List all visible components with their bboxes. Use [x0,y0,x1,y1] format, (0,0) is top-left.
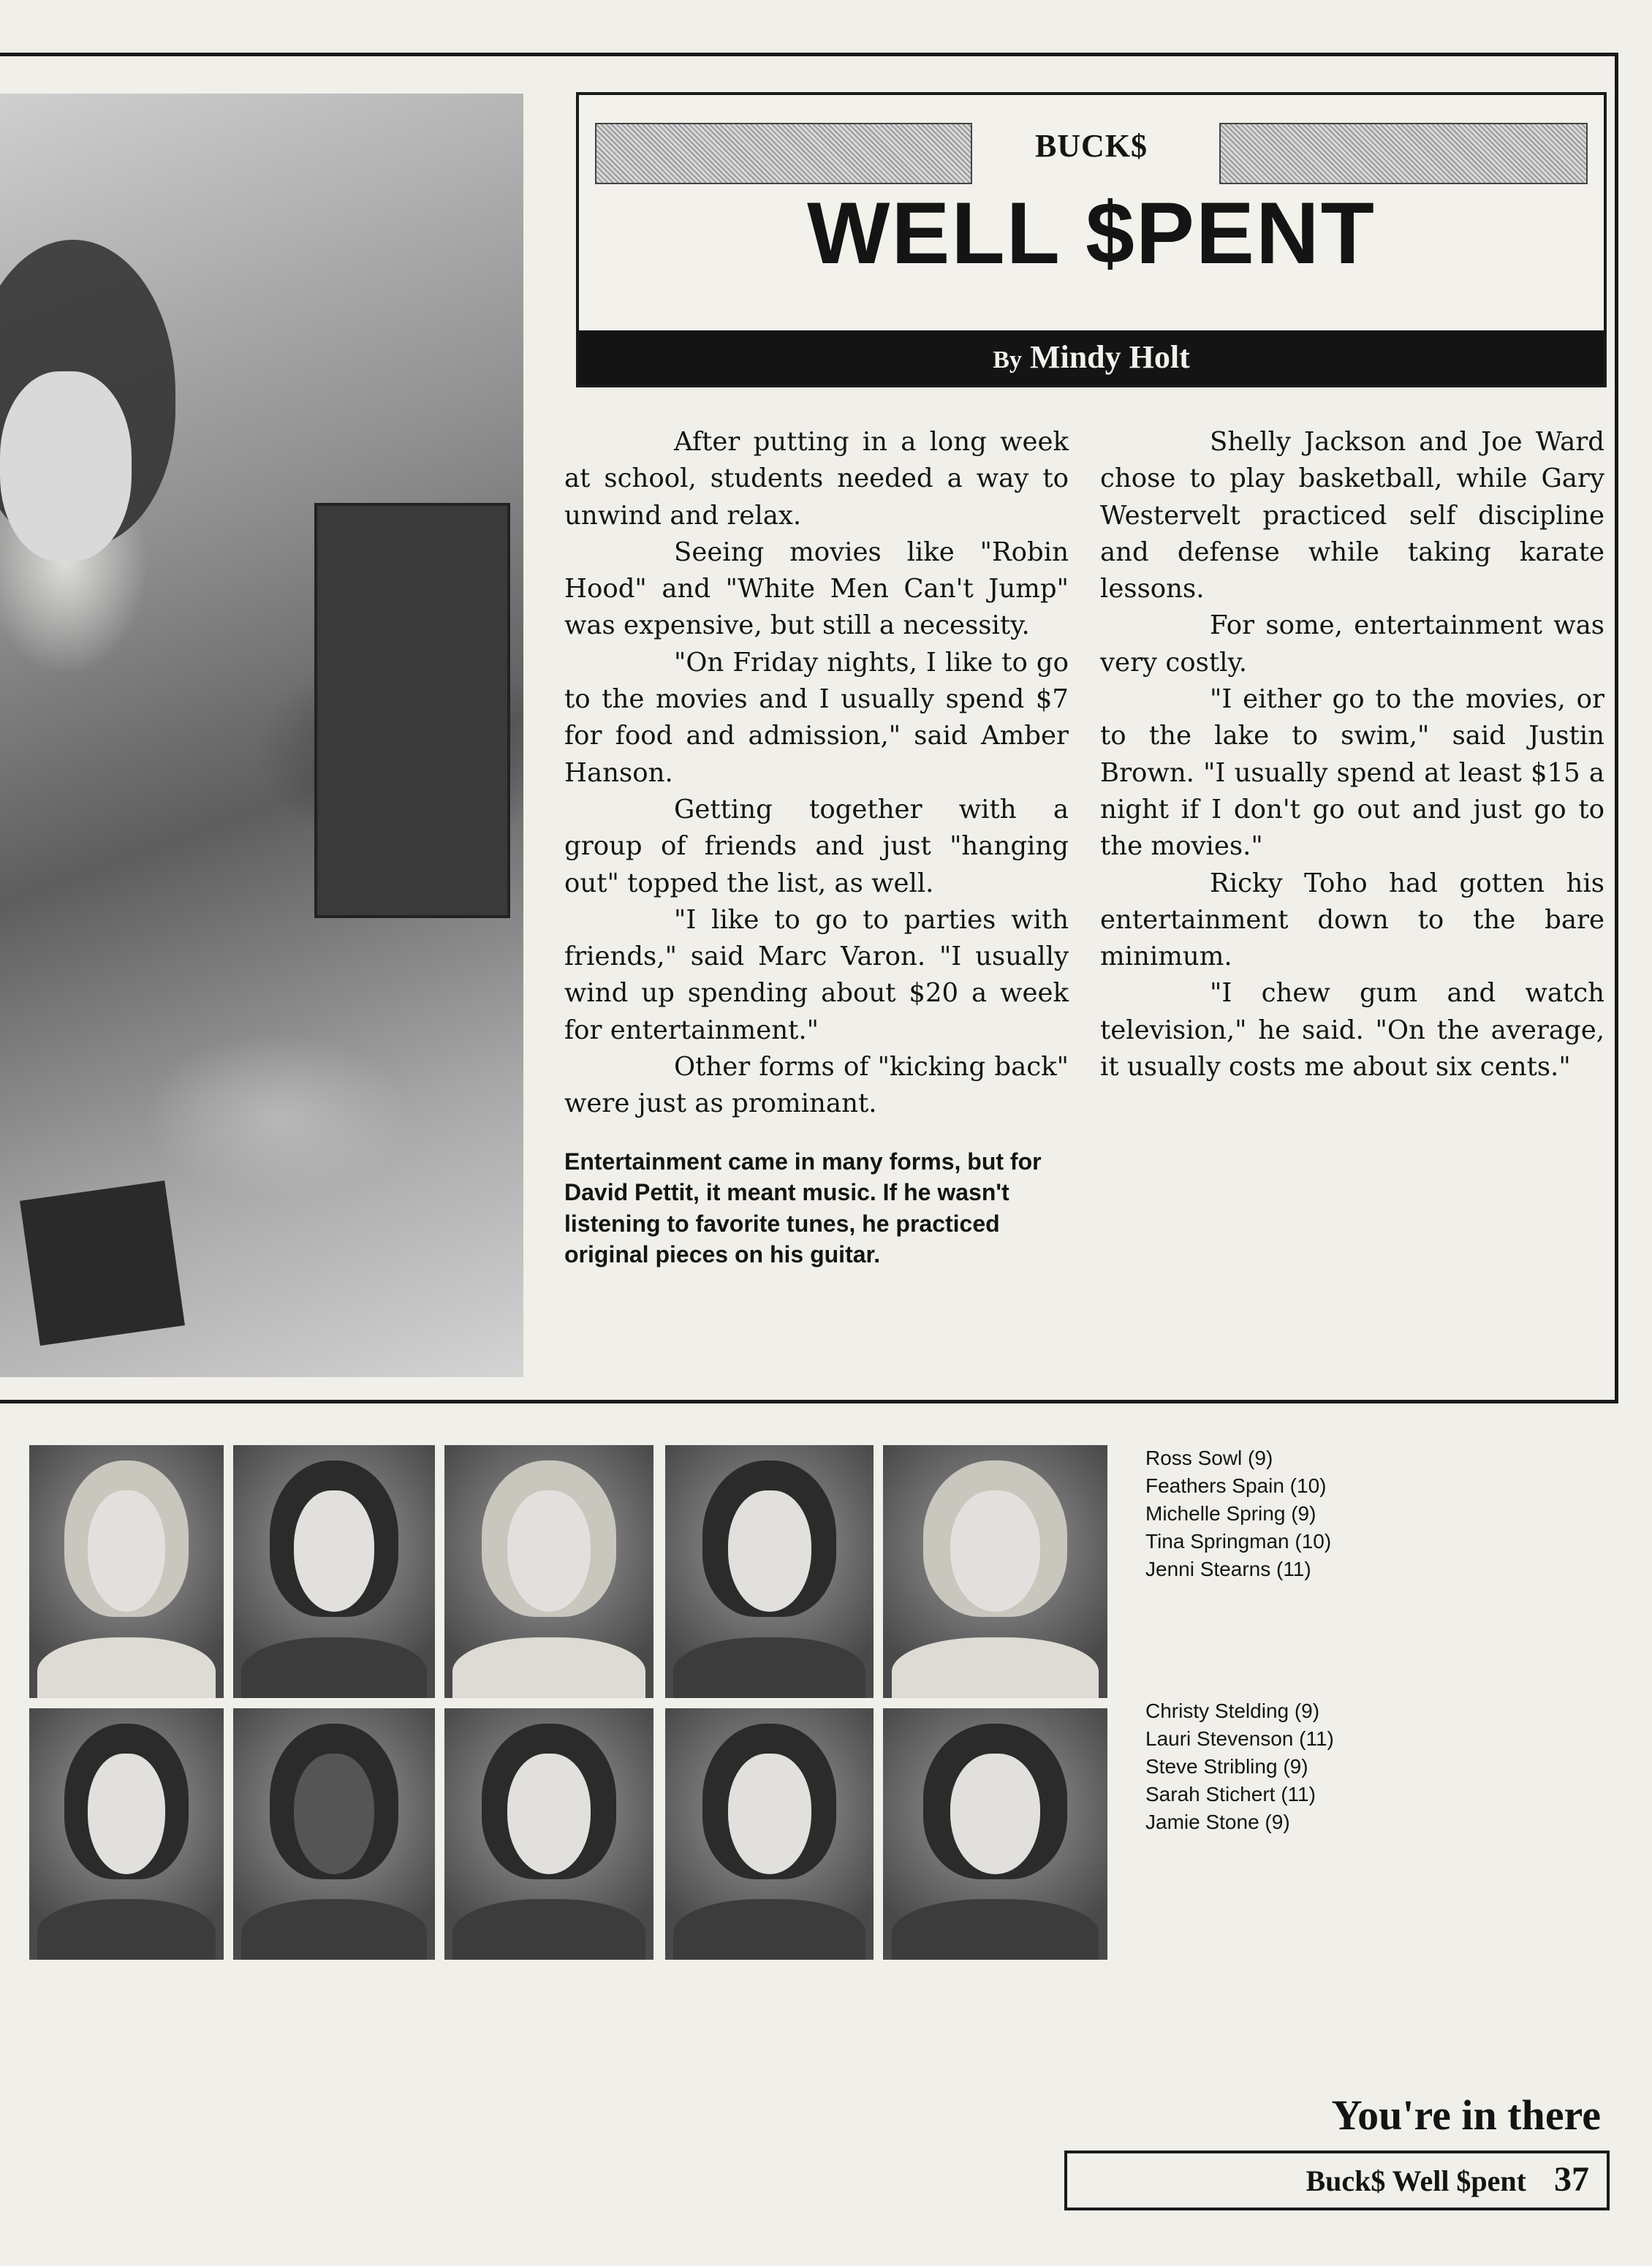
name-entry: Lauri Stevenson (11) [1145,1727,1334,1750]
name-entry: Ross Sowl (9) [1145,1447,1273,1469]
portrait-michelle-spring [444,1445,653,1698]
paragraph: "I like to go to parties with friends," said Marc Varon. "I usually wind up spending about $20 a week for entertainment." [564,904,1069,1045]
name-entry: Jamie Stone (9) [1145,1811,1290,1833]
headline: WELL $PENT [807,184,1376,282]
portrait-names-row-1 [1145,1444,1452,1583]
paragraph: After putting in a long week at school, students needed a way to unwind and relax. [564,427,1069,531]
name-entry: Steve Stribling (9) [1145,1755,1308,1778]
portrait-sarah-stichert [665,1708,874,1960]
name-entry: Feathers Spain (10) [1145,1474,1327,1497]
kicker: BUCK$ [1034,128,1148,164]
name-entry: Christy Stelding (9) [1145,1700,1320,1722]
portrait-names-row-2 [1145,1697,1452,1836]
portrait-lauri-stevenson [233,1708,435,1960]
byline [579,330,1604,384]
paragraph: Seeing movies like "Robin Hood" and "White Men Can't Jump" was expensive, but still a necessity. [564,537,1069,641]
paragraph: Shelly Jackson and Joe Ward chose to play basketball, while Gary Westervelt practiced self discipline and defense while taking karate lessons. [1100,427,1604,605]
portrait-jamie-stone [883,1708,1107,1960]
footer-section-title: Buck$ Well $pent [1306,2164,1526,2197]
portrait-jenni-stearns [883,1445,1107,1698]
name-entry: Michelle Spring (9) [1145,1502,1316,1525]
bleed-through-text [15,1974,409,2010]
footer-tagline: You're in there [1331,2091,1601,2139]
name-entry: Tina Springman (10) [1145,1530,1332,1553]
name-entry: Sarah Stichert (11) [1145,1783,1316,1805]
name-entry: Jenni Stearns (11) [1145,1558,1311,1580]
page-footer [1064,2151,1610,2210]
title-box [576,92,1607,387]
byline-prefix: By [993,346,1022,374]
paragraph: Getting together with a group of friends and just "hanging out" topped the list, as well. [564,794,1069,898]
paragraph: For some, entertainment was very costly. [1100,610,1604,678]
paragraph: Other forms of "kicking back" were just as prominant. [564,1052,1069,1119]
photo-caption: Entertainment came in many forms, but for David Pettit, it meant music. If he wasn't listening to favorite tunes, he practiced original pieces on his guitar. [564,1148,1042,1267]
paragraph: "On Friday nights, I like to go to the movies and I usually spend $7 for food and admission," said Amber Hanson. [564,647,1069,788]
portrait-steve-stribling [444,1708,653,1960]
page-number: 37 [1554,2160,1589,2199]
portrait-feathers-spain [233,1445,435,1698]
byline-name: Mindy Holt [1029,339,1190,375]
feature-photo-david-pettit [0,94,523,1377]
article-column-1 [564,424,1069,1123]
portrait-ross-sowl [29,1445,224,1698]
paragraph: "I chew gum and watch television," he said. "On the average, it usually costs me about six cents." [1100,978,1604,1083]
article-column-2 [1100,424,1604,1085]
paragraph: Ricky Toho had gotten his entertainment down to the bare minimum. [1100,868,1604,972]
paragraph: "I either go to the movies, or to the lake to swim," said Justin Brown. "I usually spend at least $15 a night if I don't go out and just go to the movies." [1100,684,1604,862]
portrait-tina-springman [665,1445,874,1698]
portrait-christy-stelding [29,1708,224,1960]
